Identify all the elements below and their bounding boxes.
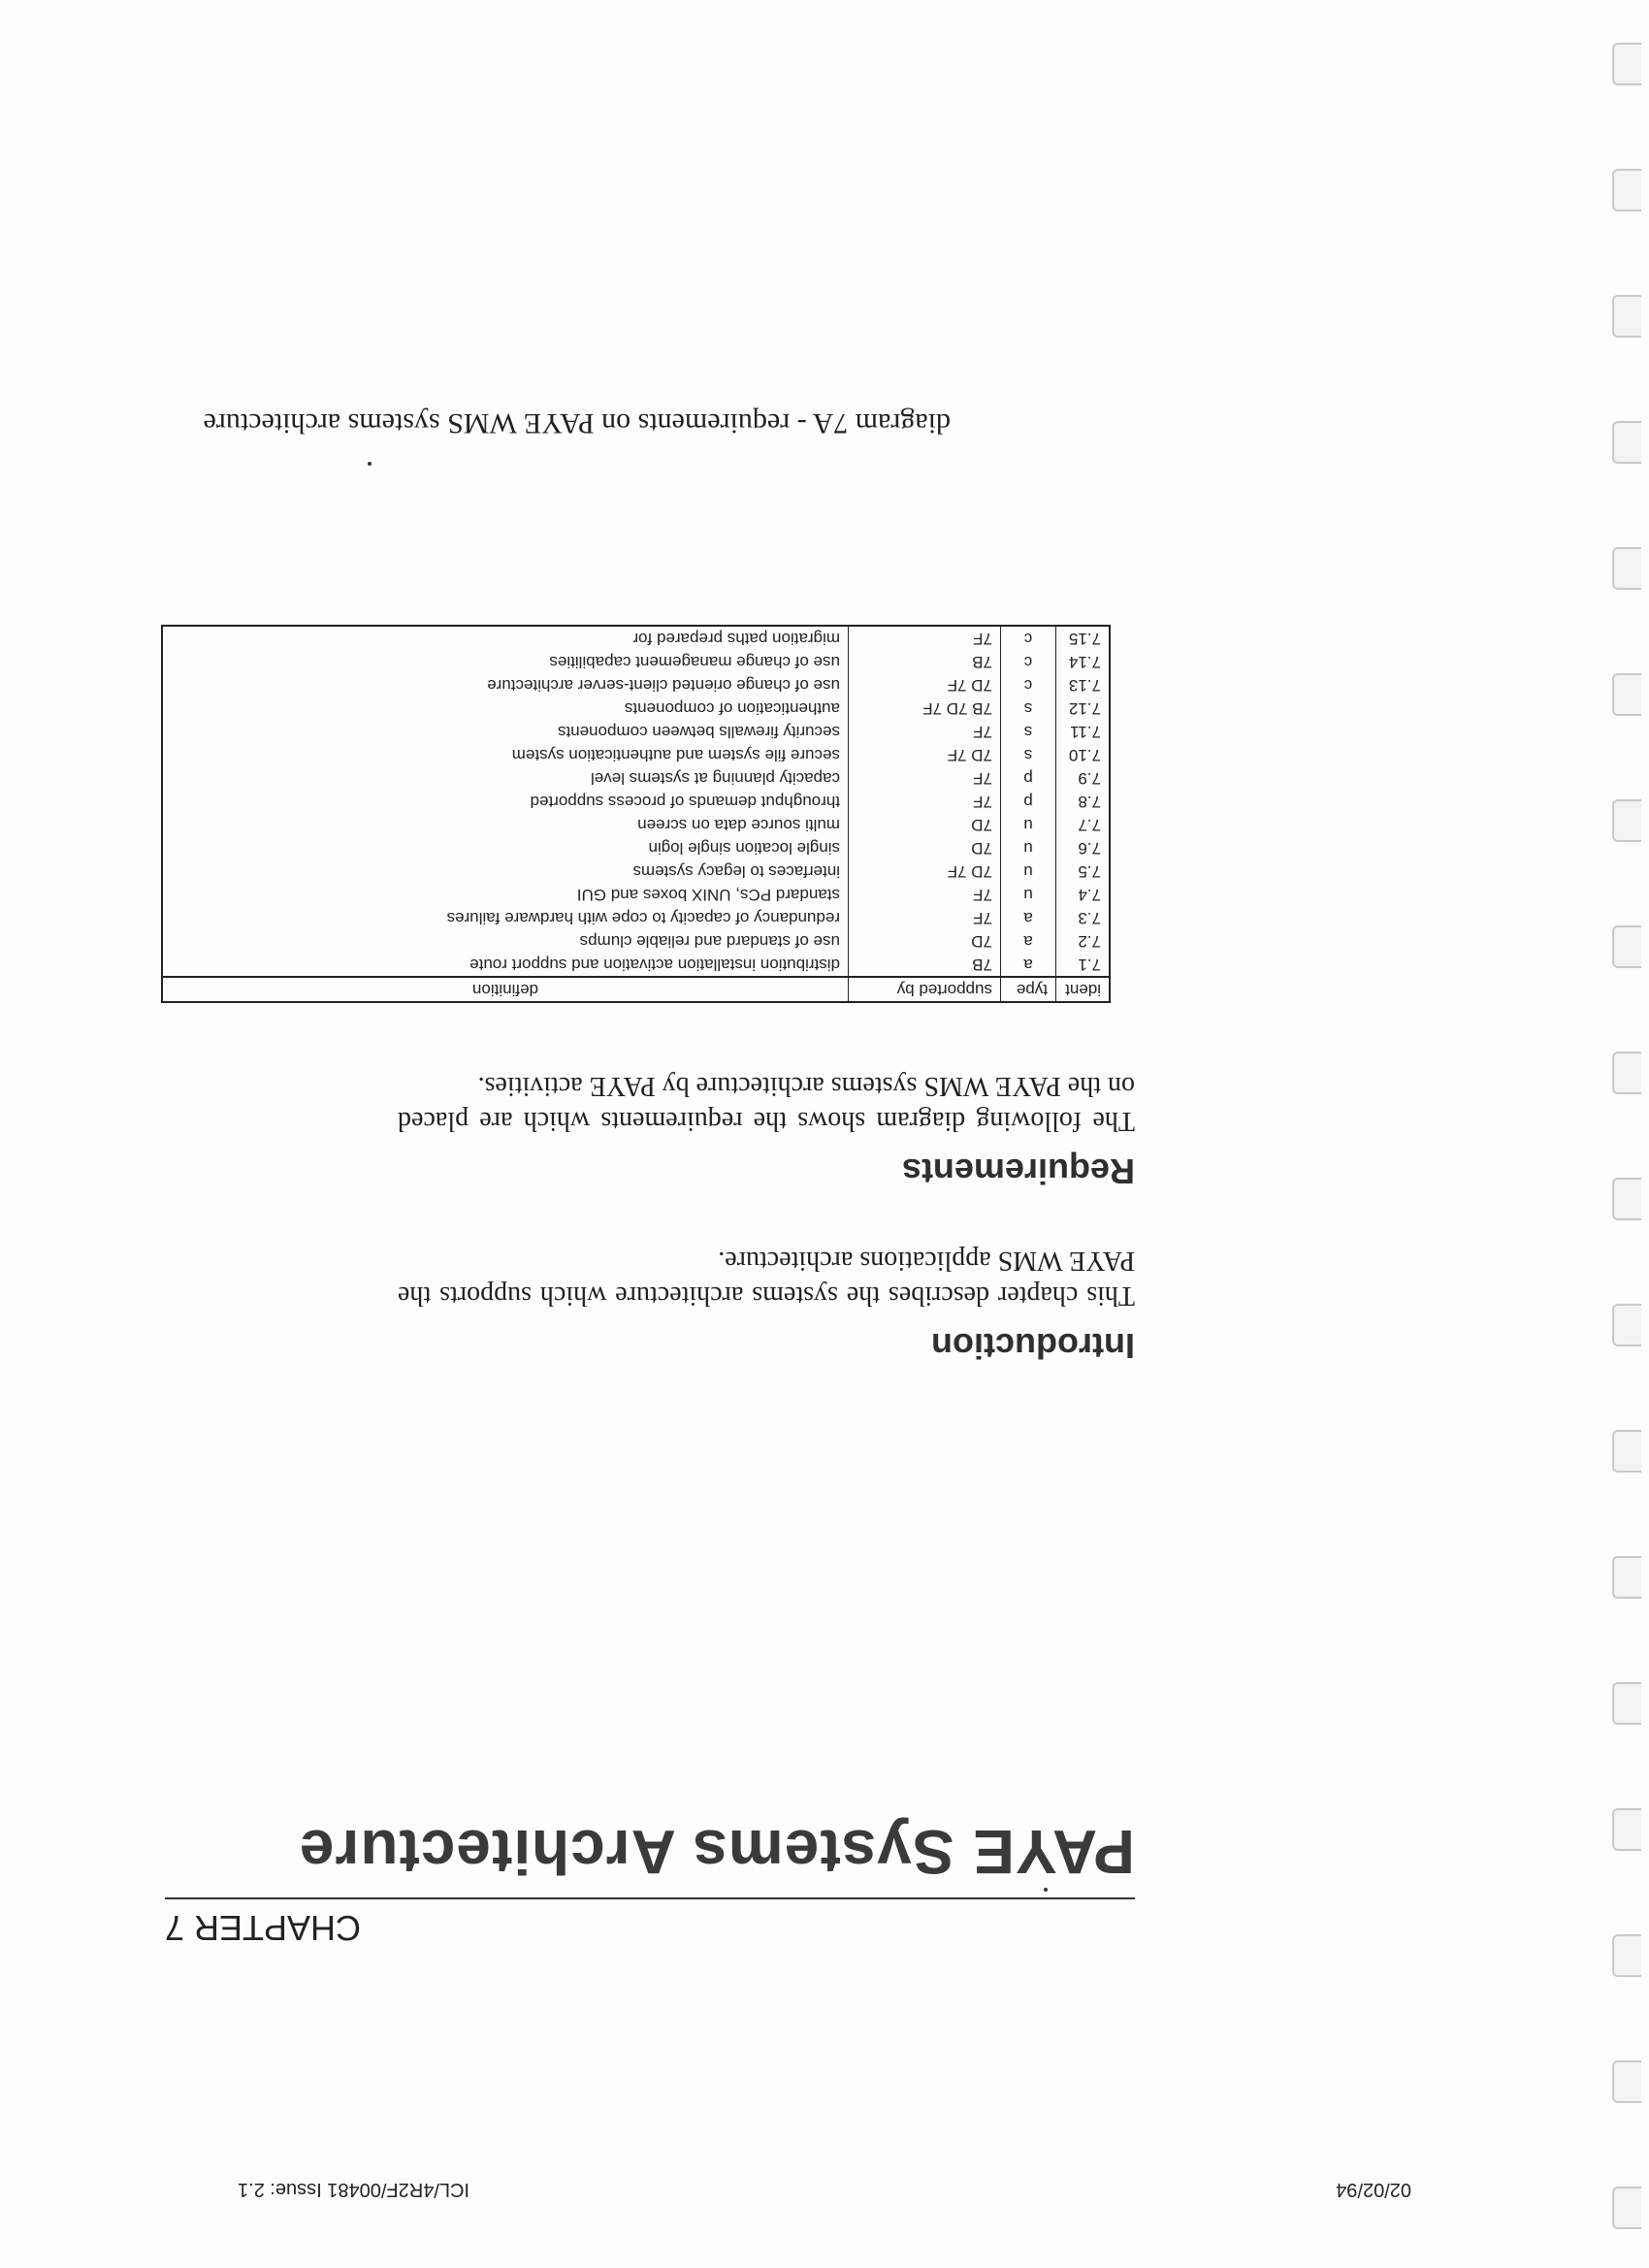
cell-type: a	[1001, 929, 1056, 953]
cell-supported-by: 7F	[849, 883, 1001, 906]
punch-hole	[1612, 2187, 1641, 2229]
cell-ident: 7.2	[1056, 929, 1111, 953]
stray-mark	[368, 462, 372, 466]
cell-type: c	[1001, 673, 1056, 697]
cell-type: a	[1001, 906, 1056, 929]
cell-supported-by: 7F	[849, 720, 1001, 743]
diagram-caption: diagram 7A - requirements on PAYE WMS systems architecture	[203, 407, 951, 439]
punch-hole	[1612, 169, 1641, 211]
cell-ident: 7.5	[1056, 859, 1111, 883]
cell-type: u	[1001, 859, 1056, 883]
cell-definition: redundancy of capacity to cope with hardware failures	[162, 906, 849, 929]
cell-definition: distribution installation activation and support route	[162, 953, 849, 977]
punch-hole	[1612, 799, 1641, 842]
chapter-label: CHAPTER 7	[165, 1908, 362, 1948]
header-doc-ref: ICL/4R2F/00481 Issue: 2.1	[238, 2179, 470, 2200]
cell-definition: use of change management capabilities	[162, 650, 849, 673]
punch-hole	[1612, 1430, 1641, 1473]
table-row	[162, 906, 1110, 929]
punch-hole	[1612, 295, 1641, 338]
col-header-type: type	[1001, 977, 1056, 1002]
cell-supported-by: 7B	[849, 650, 1001, 673]
punch-hole	[1612, 1808, 1641, 1851]
cell-type: u	[1001, 883, 1056, 906]
col-header-definition: definition	[162, 977, 849, 1002]
punch-hole	[1612, 421, 1641, 464]
punch-hole	[1612, 673, 1641, 716]
table-row	[162, 673, 1110, 697]
table-row	[162, 836, 1110, 859]
table-row	[162, 766, 1110, 790]
cell-supported-by: 7B 7D 7F	[849, 697, 1001, 720]
table-row	[162, 720, 1110, 743]
cell-supported-by: 7D 7F	[849, 743, 1001, 766]
cell-supported-by: 7D 7F	[849, 859, 1001, 883]
cell-supported-by: 7D 7F	[849, 673, 1001, 697]
table-row	[162, 883, 1110, 906]
cell-ident: 7.8	[1056, 790, 1111, 813]
table-row	[162, 743, 1110, 766]
requirements-heading: Requirements	[901, 1151, 1135, 1191]
cell-definition: use of change oriented client-server architecture	[162, 673, 849, 697]
cell-type: u	[1001, 836, 1056, 859]
cell-type: p	[1001, 766, 1056, 790]
punch-hole	[1612, 547, 1641, 590]
table-row	[162, 626, 1110, 650]
cell-type: s	[1001, 720, 1056, 743]
requirements-text: The following diagram shows the requirements which are placed on the PAYE WMS systems architecture by PAYE activities.	[398, 1071, 1135, 1136]
cell-supported-by: 7F	[849, 626, 1001, 650]
chapter-rule	[165, 1897, 1135, 1899]
table-row	[162, 813, 1110, 836]
cell-supported-by: 7F	[849, 790, 1001, 813]
punch-hole	[1612, 2060, 1641, 2103]
table-row	[162, 953, 1110, 977]
cell-type: s	[1001, 743, 1056, 766]
cell-type: s	[1001, 697, 1056, 720]
table-row	[162, 650, 1110, 673]
cell-type: c	[1001, 626, 1056, 650]
cell-type: c	[1001, 650, 1056, 673]
table-header-row	[162, 977, 1110, 1002]
cell-ident: 7.7	[1056, 813, 1111, 836]
punch-hole	[1612, 1304, 1641, 1346]
punch-hole	[1612, 925, 1641, 968]
chapter-title: PAYE Systems Architecture	[298, 1817, 1135, 1887]
cell-definition: throughput demands of process supported	[162, 790, 849, 813]
cell-type: p	[1001, 790, 1056, 813]
cell-ident: 7.11	[1056, 720, 1111, 743]
cell-ident: 7.10	[1056, 743, 1111, 766]
cell-definition: authentication of components	[162, 697, 849, 720]
cell-definition: migration paths prepared for	[162, 626, 849, 650]
cell-type: a	[1001, 953, 1056, 977]
cell-type: u	[1001, 813, 1056, 836]
cell-ident: 7.3	[1056, 906, 1111, 929]
table-row	[162, 929, 1110, 953]
punch-hole	[1612, 1178, 1641, 1220]
cell-ident: 7.15	[1056, 626, 1111, 650]
punch-hole	[1612, 1556, 1641, 1599]
cell-definition: use of standard and reliable clumps	[162, 929, 849, 953]
cell-ident: 7.1	[1056, 953, 1111, 977]
cell-definition: standard PCs, UNIX boxes and GUI	[162, 883, 849, 906]
cell-supported-by: 7D	[849, 929, 1001, 953]
cell-supported-by: 7B	[849, 953, 1001, 977]
cell-definition: multi source data on screen	[162, 813, 849, 836]
punch-holes	[1591, 0, 1649, 2268]
header-date: 02/02/94	[1336, 2179, 1411, 2200]
cell-supported-by: 7F	[849, 766, 1001, 790]
table-row	[162, 697, 1110, 720]
col-header-supported-by: supported by	[849, 977, 1001, 1002]
introduction-text: This chapter describes the systems architecture which supports the PAYE WMS applications architecture.	[398, 1246, 1135, 1311]
col-header-ident: ident	[1056, 977, 1111, 1002]
introduction-heading: Introduction	[931, 1326, 1135, 1366]
cell-definition: interfaces to legacy systems	[162, 859, 849, 883]
stray-mark	[1044, 1888, 1048, 1892]
punch-hole	[1612, 43, 1641, 85]
punch-hole	[1612, 1682, 1641, 1725]
cell-ident: 7.13	[1056, 673, 1111, 697]
cell-definition: secure file system and authentication system	[162, 743, 849, 766]
cell-definition: security firewalls between components	[162, 720, 849, 743]
punch-hole	[1612, 1052, 1641, 1094]
table-row	[162, 790, 1110, 813]
cell-ident: 7.12	[1056, 697, 1111, 720]
cell-supported-by: 7D	[849, 813, 1001, 836]
cell-ident: 7.14	[1056, 650, 1111, 673]
cell-ident: 7.4	[1056, 883, 1111, 906]
table-row	[162, 859, 1110, 883]
punch-hole	[1612, 1934, 1641, 1977]
requirements-table	[161, 625, 1111, 1003]
cell-supported-by: 7D	[849, 836, 1001, 859]
cell-definition: capacity planning at systems level	[162, 766, 849, 790]
cell-supported-by: 7F	[849, 906, 1001, 929]
cell-ident: 7.6	[1056, 836, 1111, 859]
cell-definition: single location single login	[162, 836, 849, 859]
cell-ident: 7.9	[1056, 766, 1111, 790]
page-header	[238, 2178, 1411, 2200]
